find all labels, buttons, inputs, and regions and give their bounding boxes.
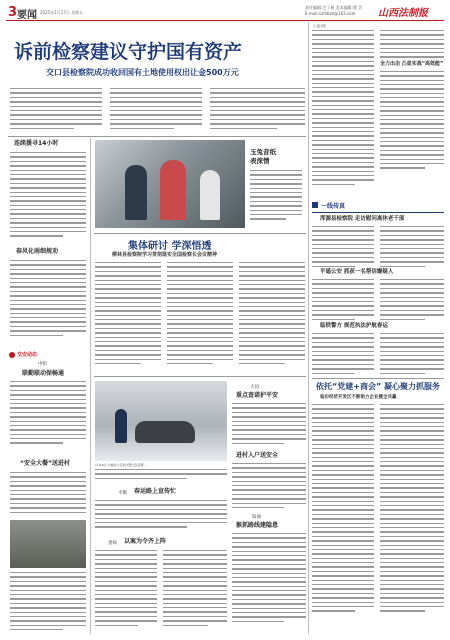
region-label: 中阳 (38, 362, 47, 367)
article-title: 进村入户送安全 (236, 452, 279, 459)
article-title: 平遥公安 抓获一名帮信嫌疑人 (320, 269, 394, 275)
photo-figure (200, 170, 220, 220)
article-title: 春运路上宣传忙 (134, 488, 177, 495)
article-title: 连续援寻14小时 (14, 140, 59, 147)
photo-figure (125, 165, 147, 220)
feature-subtitle: 临汾经济开发区不断助力企业健全共赢 (320, 395, 397, 400)
article-body (232, 463, 306, 511)
kicker-badge (9, 350, 54, 359)
side-title (250, 148, 302, 166)
feature-subtitle: 柳林县检察院学习贯彻落实全国检察长会议精神 (112, 252, 218, 258)
article-body (10, 260, 86, 339)
article-body (95, 500, 227, 531)
lead-divider (8, 136, 306, 137)
photo-figure (160, 160, 186, 220)
section-name: 要闻 (17, 10, 37, 21)
region-label: 大同 (250, 385, 259, 390)
editor-line: 责任编辑:巴丁赫 美术编辑:曹 芸 (305, 5, 363, 10)
article-body (232, 533, 306, 625)
masthead-rule (6, 20, 444, 21)
column-divider (308, 22, 309, 634)
feature-title: 依托“党建+商会” 凝心聚力抓服务 (316, 382, 441, 391)
article-title: 临铁警方 规范执法护航春运 (320, 323, 388, 329)
lead-title: 诉前检察建议守护国有资产 (14, 41, 243, 63)
section-divider (94, 233, 306, 234)
region-label: 娄烦 (108, 541, 117, 546)
article-body (10, 572, 86, 633)
section-divider (94, 376, 306, 377)
kicker-icon (9, 352, 15, 358)
region-label: 阳曲 (252, 515, 261, 520)
main-photo (95, 140, 245, 228)
article-title: 浑源县检察院 走访慰问离休老干部 (320, 216, 405, 222)
paper-logo: 山西法制报 (378, 8, 428, 19)
lead-subtitle: 交口县检察院成功收回国有土地使用权出让金500万元 (46, 68, 239, 77)
article-body (232, 403, 306, 447)
region-label: 平顺 (118, 491, 127, 496)
article-title: “安全大餐”送进村 (20, 460, 70, 467)
article-title: 重点查诺护平安 (236, 392, 279, 399)
lead-body (10, 88, 305, 132)
article-photo (10, 520, 86, 568)
caption-body (95, 469, 227, 482)
side-title-line: 表深情 (250, 157, 270, 165)
article-title: 联勤联动保畅通 (22, 370, 65, 377)
section-divider (312, 212, 444, 213)
column-divider (90, 138, 91, 634)
section-label-text: 一线传真 (321, 202, 346, 210)
email-line: E-mail:sxfzbzb@163.com (305, 11, 356, 16)
kicker-label: 交安动态 (17, 352, 38, 358)
side-body (250, 170, 302, 223)
article-title: 猴抓路线建隐患 (236, 522, 279, 529)
article-body (10, 152, 86, 240)
continued-label: 上接1版 (313, 24, 326, 28)
article-title: 全力出击 凸显实战“高效能” (380, 60, 444, 67)
photo-car (135, 421, 195, 443)
article-body (10, 381, 86, 447)
page-number: 3 (8, 5, 18, 20)
article-title: 春风化雨细规劝 (16, 248, 59, 255)
feature-title: 集体研讨 学深悟透 (128, 241, 212, 252)
section-divider (312, 378, 444, 379)
article-body (10, 472, 86, 516)
article-title: 以案为令齐上阵 (124, 538, 167, 545)
photo-caption: 1月16日,交城县公安局交警大队民警... (95, 463, 147, 467)
traffic-photo (95, 381, 227, 461)
side-title-line: 玉兔音纸 (250, 148, 276, 156)
section-label (312, 200, 444, 210)
section-icon (312, 202, 318, 208)
issue-date: 2025年1月17日 星期五 (40, 10, 84, 15)
photo-figure (115, 409, 127, 443)
